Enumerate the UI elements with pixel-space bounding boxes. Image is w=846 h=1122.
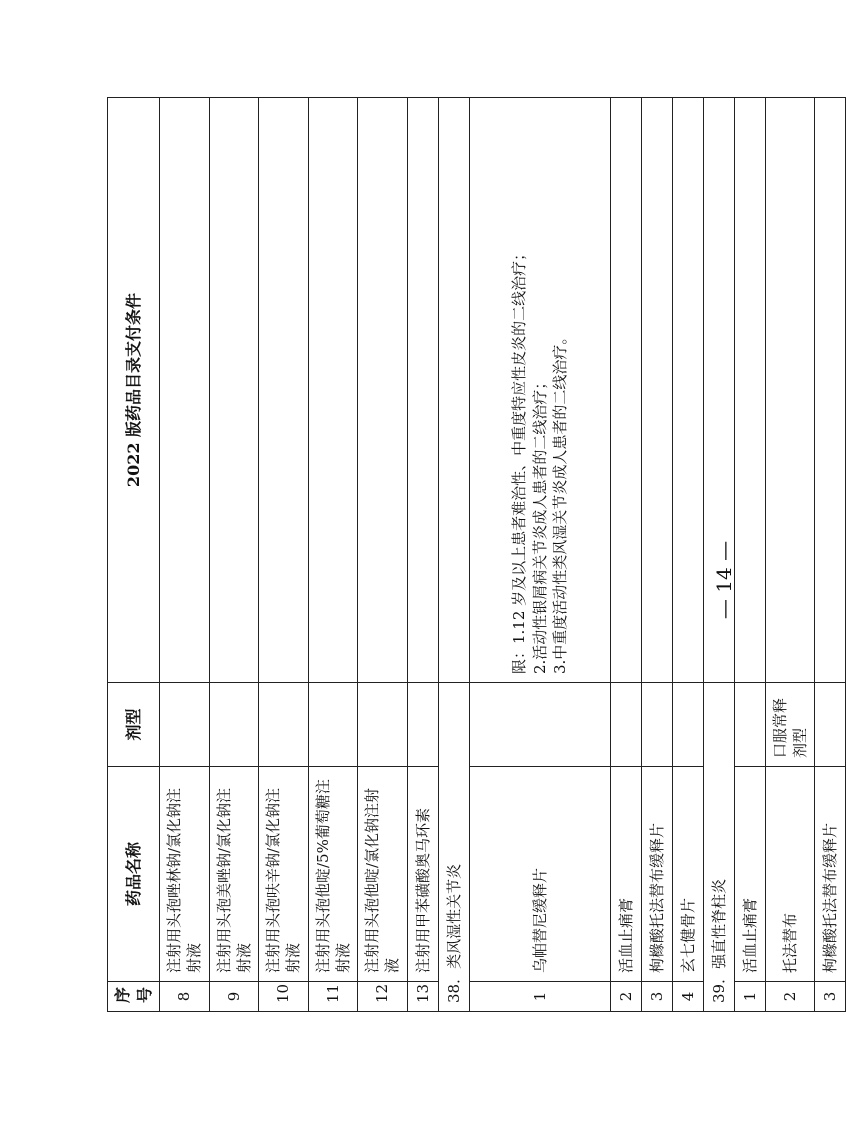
- dosage-form: 口服常释剂型: [765, 683, 815, 767]
- payment-condition: [209, 98, 259, 683]
- table-row: [259, 98, 309, 1012]
- row-index: 1: [734, 982, 765, 1012]
- dosage-form: [259, 683, 309, 767]
- section-title-rheumatoid-arthritis: 38．类风湿性关节炎: [438, 683, 469, 1012]
- payment-condition: [358, 98, 408, 683]
- row-index: 13: [407, 982, 438, 1012]
- drug-name: 注射用头孢他啶/氯化钠注射液: [358, 767, 408, 982]
- payment-condition: [160, 98, 210, 683]
- header-drug-name: 药品名称: [108, 767, 160, 982]
- drug-name: 枸橼酸托法替布缓释片: [641, 767, 672, 982]
- dosage-form: [308, 683, 358, 767]
- row-index: 12: [358, 982, 408, 1012]
- table-row: [209, 98, 259, 1012]
- table-row: [308, 98, 358, 1012]
- drug-name: 乌帕替尼缓释片: [469, 767, 610, 982]
- dosage-form: [209, 683, 259, 767]
- dosage-form: [358, 683, 408, 767]
- condition-line: 2.活动性银屑病关节炎成人患者的二线治疗；: [530, 374, 549, 674]
- drug-name: 注射用甲苯磺酸奥马环素: [407, 767, 438, 982]
- row-index: 1: [469, 982, 610, 1012]
- section-title-ankylosing-spondylitis: 39．强直性脊柱炎: [703, 683, 734, 1012]
- payment-condition: [259, 98, 309, 683]
- dosage-form: [610, 683, 641, 767]
- drug-name: 枸橼酸托法替布缓释片: [815, 767, 846, 982]
- drug-name: 活血止痛膏: [610, 767, 641, 982]
- row-index: 11: [308, 982, 358, 1012]
- table-row: [160, 98, 210, 1012]
- row-index: 4: [672, 982, 703, 1012]
- row-index: 10: [259, 982, 309, 1012]
- payment-condition: [469, 98, 610, 683]
- condition-line: 限：1.12 岁及以上患者难治性、中重度特应性皮炎的二线治疗；: [510, 245, 529, 674]
- dosage-form: [407, 683, 438, 767]
- row-index: 3: [641, 982, 672, 1012]
- row-index: 2: [610, 982, 641, 1012]
- dosage-form: [734, 683, 765, 767]
- header-index: 序号: [108, 982, 160, 1012]
- drug-name: 托法替布: [765, 767, 815, 982]
- dosage-form: [641, 683, 672, 767]
- page-number: — 14 —: [712, 540, 736, 620]
- table-row: [610, 98, 641, 1012]
- table-row: [469, 98, 610, 1012]
- payment-condition: [610, 98, 641, 683]
- table-row: [407, 98, 438, 1012]
- dosage-form: [672, 683, 703, 767]
- header-dosage-form: 剂型: [108, 683, 160, 767]
- drug-name: 活血止痛膏: [734, 767, 765, 982]
- row-index: 2: [765, 982, 815, 1012]
- drug-name: 注射用头孢呋辛钠/氯化钠注射液: [259, 767, 309, 982]
- table-row: [815, 98, 846, 1012]
- section-row-38: [438, 98, 469, 1012]
- dosage-form: [469, 683, 610, 767]
- dosage-form: [160, 683, 210, 767]
- payment-condition: [308, 98, 358, 683]
- table-header-row: [108, 98, 160, 1012]
- dosage-form: [815, 683, 846, 767]
- drug-name: 注射用头孢他啶/5%葡萄糖注射液: [308, 767, 358, 982]
- row-index: 9: [209, 982, 259, 1012]
- drug-name: 注射用头孢唑林钠/氯化钠注射液: [160, 767, 210, 982]
- drug-name: 玄七健骨片: [672, 767, 703, 982]
- payment-condition: [815, 98, 846, 683]
- row-index: 8: [160, 982, 210, 1012]
- payment-condition: [407, 98, 438, 683]
- table-row: [358, 98, 408, 1012]
- drug-name: 注射用头孢美唑钠/氯化钠注射液: [209, 767, 259, 982]
- condition-line: 3.中重度活动性类风湿关节炎成人患者的二线治疗。: [550, 329, 569, 674]
- row-index: 3: [815, 982, 846, 1012]
- payment-condition: [438, 98, 469, 683]
- header-payment-condition: 2022 版药品目录支付条件: [108, 98, 160, 683]
